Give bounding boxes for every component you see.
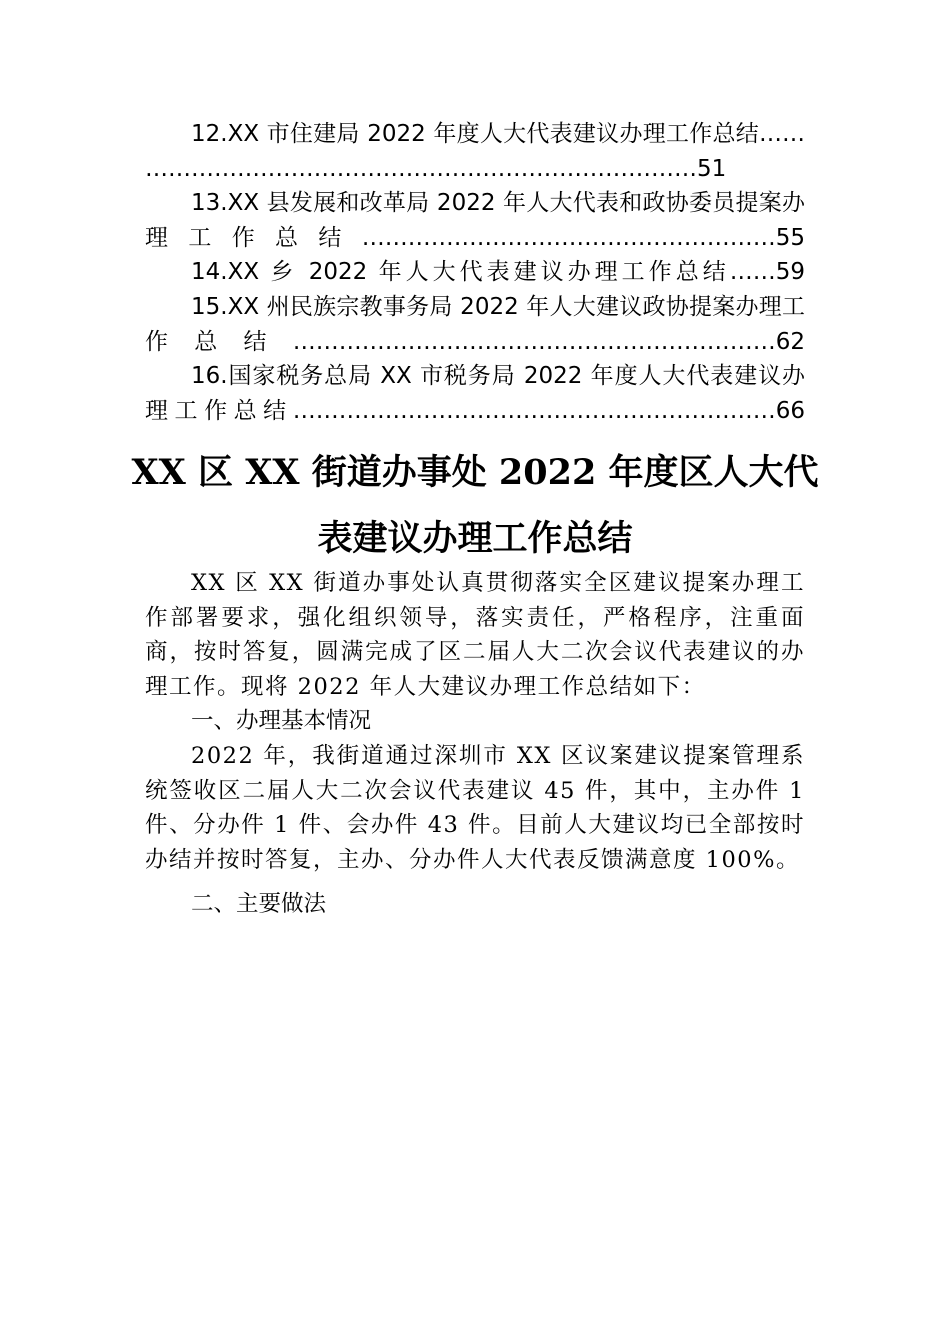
title-line-1: XX 区 XX 街道办事处 2022 年度区人大代	[131, 452, 819, 493]
title-line-2: 表建议办理工作总结	[317, 518, 633, 559]
toc-leader-dots: ……	[729, 259, 776, 286]
toc-entry-title: 16.国家税务总局 XX 市税务局 2022 年度人大代表建议办理工作总结	[145, 363, 805, 424]
toc-entry[interactable]	[145, 255, 805, 290]
table-of-contents	[145, 117, 805, 428]
toc-entry-title: 15.XX 州民族宗教事务局 2022 年人大建议政协提案办理工作总结	[145, 293, 805, 355]
toc-entry-title: 12.XX 市住建局 2022 年度人大代表建议办理工作总结	[191, 121, 759, 147]
toc-leader-dots: ……………………………………………………………………	[145, 121, 805, 182]
toc-entry-title: 14.XX 乡 2022 年人大代表建议办理工作总结	[191, 259, 730, 286]
toc-page-number: 66	[775, 397, 805, 424]
section-heading-main-practices: 二、主要做法	[191, 891, 327, 918]
intro-paragraph: XX 区 XX 街道办事处认真贯彻落实全区建议提案办理工作部署要求，强化组织领导，落实责任，严格程序，注重面商，按时答复，圆满完成了区二届人大二次会议代表建议的办理工作。现将 2022 年人大建议办理工作总结如下：	[145, 570, 805, 700]
toc-page-number: 62	[775, 328, 805, 355]
toc-entry[interactable]	[145, 359, 805, 428]
toc-entry[interactable]	[145, 186, 805, 255]
toc-entry-title: 13.XX 县发展和改革局 2022 年人大代表和政协委员提案办理工作总结	[145, 190, 805, 251]
section-heading-basic-situation: 一、办理基本情况	[191, 708, 372, 735]
basic-situation-paragraph: 2022 年，我街道通过深圳市 XX 区议案建议提案管理系统签收区二届人大二次会议代表建议 45 件，其中，主办件 1 件、分办件 1 件、会办件 43 件。目前人大建议均已全部按时办结并按时答复，主办、分办件人大代表反馈满意度 100%。	[145, 742, 805, 873]
document-title	[100, 440, 850, 572]
toc-leader-dots: ………………………………………………	[361, 224, 776, 251]
toc-leader-dots: ………………………………………………………	[292, 397, 776, 424]
toc-leader-dots: ………………………………………………………	[292, 328, 776, 355]
toc-entry[interactable]	[145, 290, 805, 359]
toc-page-number: 55	[775, 224, 805, 251]
document-body	[145, 566, 805, 922]
toc-entry[interactable]	[145, 117, 805, 186]
toc-page-number: 59	[775, 259, 805, 286]
toc-page-number: 51	[697, 155, 727, 182]
